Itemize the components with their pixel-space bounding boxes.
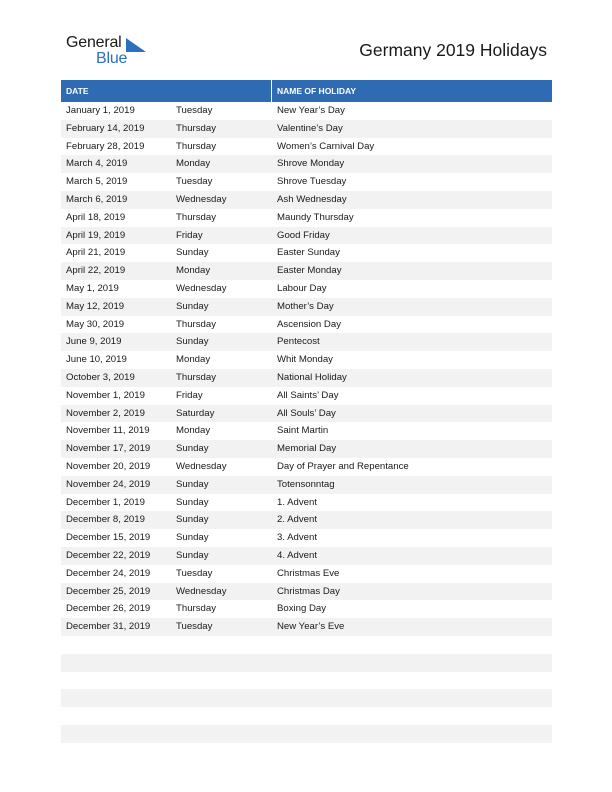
table-header	[61, 80, 552, 102]
row-date: December 24, 2019	[66, 567, 151, 579]
table-row	[61, 280, 552, 298]
row-date: April 21, 2019	[66, 247, 126, 259]
row-date: November 11, 2019	[66, 425, 150, 437]
row-holiday-name: Easter Sunday	[277, 247, 340, 259]
row-date: December 15, 2019	[66, 532, 151, 544]
table-row	[61, 618, 552, 636]
row-weekday: Thursday	[176, 603, 216, 615]
row-date: May 12, 2019	[66, 300, 125, 312]
table-row	[61, 102, 552, 120]
row-date: June 9, 2019	[66, 336, 122, 348]
table-row	[61, 333, 552, 351]
page-title: Germany 2019 Holidays	[359, 40, 547, 60]
row-date: April 19, 2019	[66, 229, 126, 241]
row-holiday-name: Pentecost	[277, 336, 320, 348]
row-weekday: Monday	[176, 425, 211, 437]
row-holiday-name: Memorial Day	[277, 443, 337, 455]
row-date: October 3, 2019	[66, 371, 135, 383]
row-holiday-name: Ash Wednesday	[277, 193, 347, 205]
table-row	[61, 422, 552, 440]
table-row	[61, 316, 552, 334]
row-date: November 20, 2019	[66, 460, 151, 472]
row-weekday: Friday	[176, 229, 203, 241]
table-row	[61, 672, 552, 690]
row-holiday-name: 2. Advent	[277, 514, 318, 526]
table-row	[61, 138, 552, 156]
row-weekday: Wednesday	[176, 282, 227, 294]
row-weekday: Sunday	[176, 514, 209, 526]
table-row	[61, 476, 552, 494]
row-date: April 18, 2019	[66, 211, 126, 223]
table-row	[61, 244, 552, 262]
row-holiday-name: 4. Advent	[277, 549, 318, 561]
row-date: December 31, 2019	[66, 621, 151, 633]
table-row	[61, 689, 552, 707]
row-holiday-name: Saint Martin	[277, 425, 329, 437]
row-weekday: Tuesday	[176, 621, 213, 633]
row-date: May 1, 2019	[66, 282, 119, 294]
row-date: November 17, 2019	[66, 443, 151, 455]
generalblue-logo	[66, 34, 156, 70]
table-row	[61, 227, 552, 245]
row-holiday-name: Good Friday	[277, 229, 330, 241]
row-weekday: Monday	[176, 265, 211, 277]
table-row	[61, 636, 552, 654]
table-row	[61, 155, 552, 173]
row-weekday: Sunday	[176, 300, 209, 312]
table-row	[61, 654, 552, 672]
row-date: April 22, 2019	[66, 265, 126, 277]
row-weekday: Saturday	[176, 407, 215, 419]
table-row	[61, 351, 552, 369]
row-holiday-name: Shrove Tuesday	[277, 176, 347, 188]
row-date: November 2, 2019	[66, 407, 145, 419]
row-date: March 6, 2019	[66, 193, 128, 205]
table-row	[61, 209, 552, 227]
row-holiday-name: Boxing Day	[277, 603, 327, 615]
table-row	[61, 405, 552, 423]
row-holiday-name: Christmas Day	[277, 585, 340, 597]
row-date: June 10, 2019	[66, 354, 127, 366]
row-weekday: Sunday	[176, 549, 209, 561]
row-holiday-name: Women’s Carnival Day	[277, 140, 375, 152]
row-date: December 22, 2019	[66, 549, 151, 561]
row-holiday-name: Day of Prayer and Repentance	[277, 460, 409, 472]
table-row	[61, 511, 552, 529]
row-date: March 5, 2019	[66, 176, 128, 188]
row-holiday-name: All Souls’ Day	[277, 407, 336, 419]
table-row	[61, 707, 552, 725]
table-row	[61, 387, 552, 405]
row-date: February 28, 2019	[66, 140, 145, 152]
row-holiday-name: 3. Advent	[277, 532, 318, 544]
row-weekday: Wednesday	[176, 193, 227, 205]
table-row	[61, 440, 552, 458]
row-weekday: Wednesday	[176, 585, 227, 597]
row-holiday-name: Ascension Day	[277, 318, 341, 330]
table-row	[61, 458, 552, 476]
table-row	[61, 565, 552, 583]
row-weekday: Sunday	[176, 336, 209, 348]
row-weekday: Thursday	[176, 211, 216, 223]
row-date: December 26, 2019	[66, 603, 151, 615]
row-holiday-name: National Holiday	[277, 371, 347, 383]
row-holiday-name: Shrove Monday	[277, 158, 345, 170]
table-row	[61, 583, 552, 601]
row-holiday-name: New Year’s Day	[277, 105, 345, 116]
table-row	[61, 262, 552, 280]
row-date: January 1, 2019	[66, 105, 135, 116]
logo-word-blue: Blue	[96, 50, 128, 67]
row-holiday-name: Christmas Eve	[277, 567, 340, 579]
logo-triangle-icon	[126, 38, 146, 52]
row-weekday: Sunday	[176, 443, 209, 455]
row-date: December 8, 2019	[66, 514, 145, 526]
row-weekday: Thursday	[176, 318, 216, 330]
row-weekday: Thursday	[176, 122, 216, 134]
row-holiday-name: All Saints’ Day	[277, 389, 339, 401]
table-row	[61, 725, 552, 743]
row-holiday-name: 1. Advent	[277, 496, 318, 508]
row-holiday-name: Easter Monday	[277, 265, 342, 277]
table-row	[61, 191, 552, 209]
row-holiday-name: Mother’s Day	[277, 300, 334, 312]
row-date: November 24, 2019	[66, 478, 151, 490]
row-weekday: Tuesday	[176, 567, 213, 579]
logo-word-general: General	[66, 34, 122, 51]
table-body	[61, 102, 552, 743]
table-row	[61, 529, 552, 547]
row-weekday: Friday	[176, 389, 203, 401]
row-weekday: Sunday	[176, 496, 209, 508]
row-weekday: Tuesday	[176, 105, 213, 116]
table-row	[61, 494, 552, 512]
row-date: November 1, 2019	[66, 389, 145, 401]
row-holiday-name: Maundy Thursday	[277, 211, 354, 223]
column-header-name: NAME OF HOLIDAY	[277, 86, 357, 96]
column-header-date: DATE	[66, 86, 89, 96]
table-row	[61, 369, 552, 387]
table-row	[61, 298, 552, 316]
row-holiday-name: Labour Day	[277, 282, 327, 294]
row-holiday-name: Totensonntag	[277, 478, 335, 490]
table-row	[61, 600, 552, 618]
row-date: December 25, 2019	[66, 585, 151, 597]
row-date: May 30, 2019	[66, 318, 125, 330]
row-weekday: Sunday	[176, 532, 209, 544]
row-date: December 1, 2019	[66, 496, 145, 508]
row-weekday: Thursday	[176, 371, 216, 383]
table-row	[61, 120, 552, 138]
row-weekday: Sunday	[176, 247, 209, 259]
row-weekday: Monday	[176, 158, 211, 170]
row-weekday: Sunday	[176, 478, 209, 490]
table-row	[61, 547, 552, 565]
row-holiday-name: Valentine’s Day	[277, 122, 343, 134]
holiday-table	[61, 80, 552, 743]
row-date: March 4, 2019	[66, 158, 128, 170]
row-holiday-name: New Year’s Eve	[277, 621, 345, 633]
row-weekday: Thursday	[176, 140, 216, 152]
row-weekday: Wednesday	[176, 460, 227, 472]
row-weekday: Monday	[176, 354, 211, 366]
row-holiday-name: Whit Monday	[277, 354, 333, 366]
header-divider	[271, 80, 272, 102]
row-weekday: Tuesday	[176, 176, 213, 188]
table-row	[61, 173, 552, 191]
row-date: February 14, 2019	[66, 122, 145, 134]
